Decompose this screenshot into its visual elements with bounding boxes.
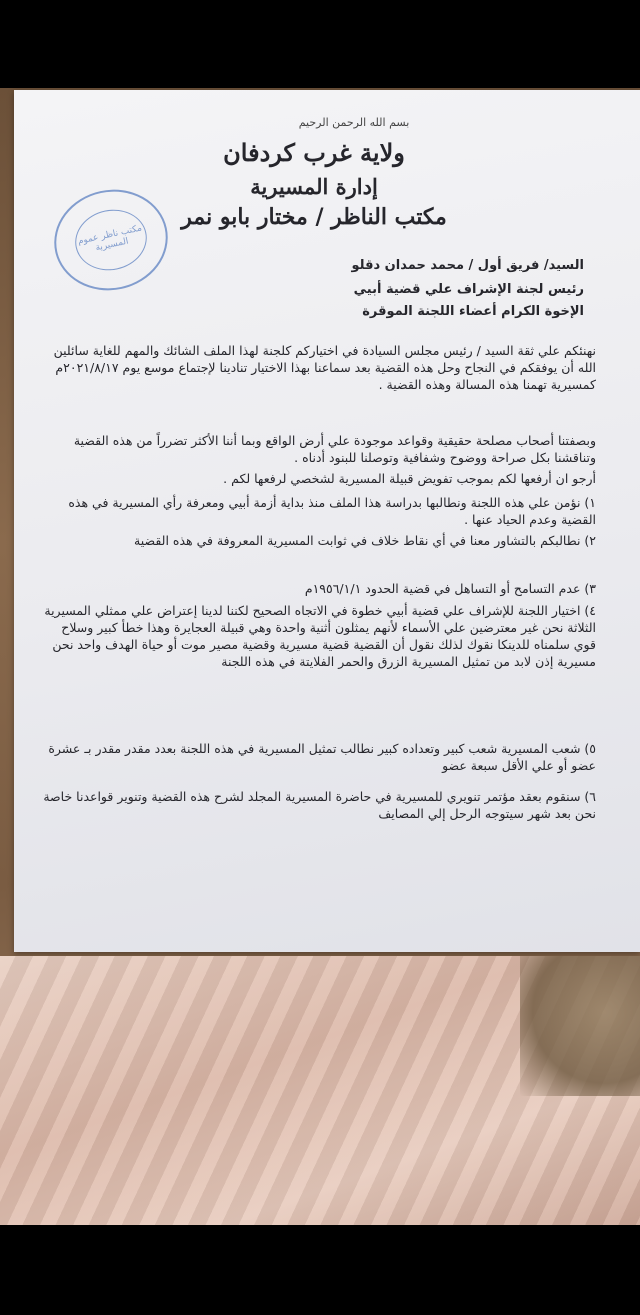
paragraph-1: نهنئكم علي ثقة السيد / رئيس مجلس السيادة في اختياركم كلجنة لهذا الملف الشائك والمهم للغاية سائلين الله أن يوفقكم في النجاح وحل هذه القضية بعد سماعنا بهذا الاختيار تنادينا لإجتماع موسع يوم ٢٠٢١/٨/١٧م كمسيرية تهمنا هذه المسالة وهذه القضية . — [53, 343, 596, 392]
list-item-1: ١) نؤمن علي هذه اللجنة ونطالبها بدراسة هذا الملف منذ بداية أزمة أبيي ومعرفة رأي المسيرية في هذه القضية وعدم الحياد عنها . — [68, 495, 596, 527]
list-item-6: ٦) سنقوم بعقد مؤتمر تنويري للمسيرية في حاضرة المسيرية المجلد لشرح هذه القضية وتنوير قواعدنا خاصة نحن بعد شهر سيتوجه الرحل إلي المصايف — [43, 789, 596, 821]
addressee-line-1: السيد/ فريق أول / محمد حمدان دقلو — [351, 258, 584, 273]
basmala: بسم الله الرحمن الرحيم — [298, 116, 410, 129]
header-administration: إدارة المسيرية — [250, 174, 378, 199]
photo — [0, 88, 640, 1225]
stamp-inner: مكتب ناظر عموم المسيرية — [70, 203, 153, 277]
list-item-5: ٥) شعب المسيرية شعب كبير وتعداده كبير نطالب تمثيل المسيرية في هذه اللجنة بعدد مقدر مقدر بـ عشرة عضو أو علي الأقل سبعة عضو — [48, 741, 596, 773]
list-item-2: ٢) نطالبكم بالتشاور معنا في أي نقاط خلاف في ثوابت المسيرية المعروفة في هذه القضية — [134, 533, 596, 548]
paragraph-2: وبصفتنا أصحاب مصلحة حقيقية وقواعد موجودة علي أرض الواقع وبما أننا الأكثر تضرراً من هذه القضية وتناقشنا بكل صراحة ووضوح وشفافية وتوصلنا للبنود أدناه . — [73, 433, 596, 465]
letter-paper — [14, 90, 640, 952]
header-office: مكتب الناظر / مختار بابو نمر — [181, 204, 447, 230]
list-item-3: ٣) عدم التسامح أو التساهل في قضية الحدود ١٩٥٦/١/١م — [304, 581, 596, 596]
ground-background — [520, 956, 640, 1096]
list-item-4: ٤) اختيار اللجنة للإشراف علي قضية أبيي خطوة في الاتجاه الصحيح لكننا لدينا إعتراض علي ممثلي المسيرية الثلاثة نحن غير معترضين علي الأسماء لأنهم يمثلون أثنية واحدة وهي قبيلة العجايرة وهذا خطأ كبير وسلاح قوي سلمناه للدينكا نقوك لذلك نقول أن القضية قضية مسيرية وقضية مصير موت أو حياة الهدف واحد نحن مسيرية إذن لابد من تمثيل المسيرية الزرق والحمر الفلايتة في هذه اللجنة — [44, 603, 596, 669]
paragraph-3: أرجو ان أرفعها لكم بموجب تفويض قبيلة المسيرية لشخصي لرفعها لكم . — [223, 471, 596, 486]
addressee-line-3: الإخوة الكرام أعضاء اللجنة الموقرة — [362, 304, 584, 319]
addressee-line-2: رئيس لجنة الإشراف علي قضية أبيي — [353, 282, 584, 297]
header-state: ولاية غرب كردفان — [223, 138, 405, 167]
